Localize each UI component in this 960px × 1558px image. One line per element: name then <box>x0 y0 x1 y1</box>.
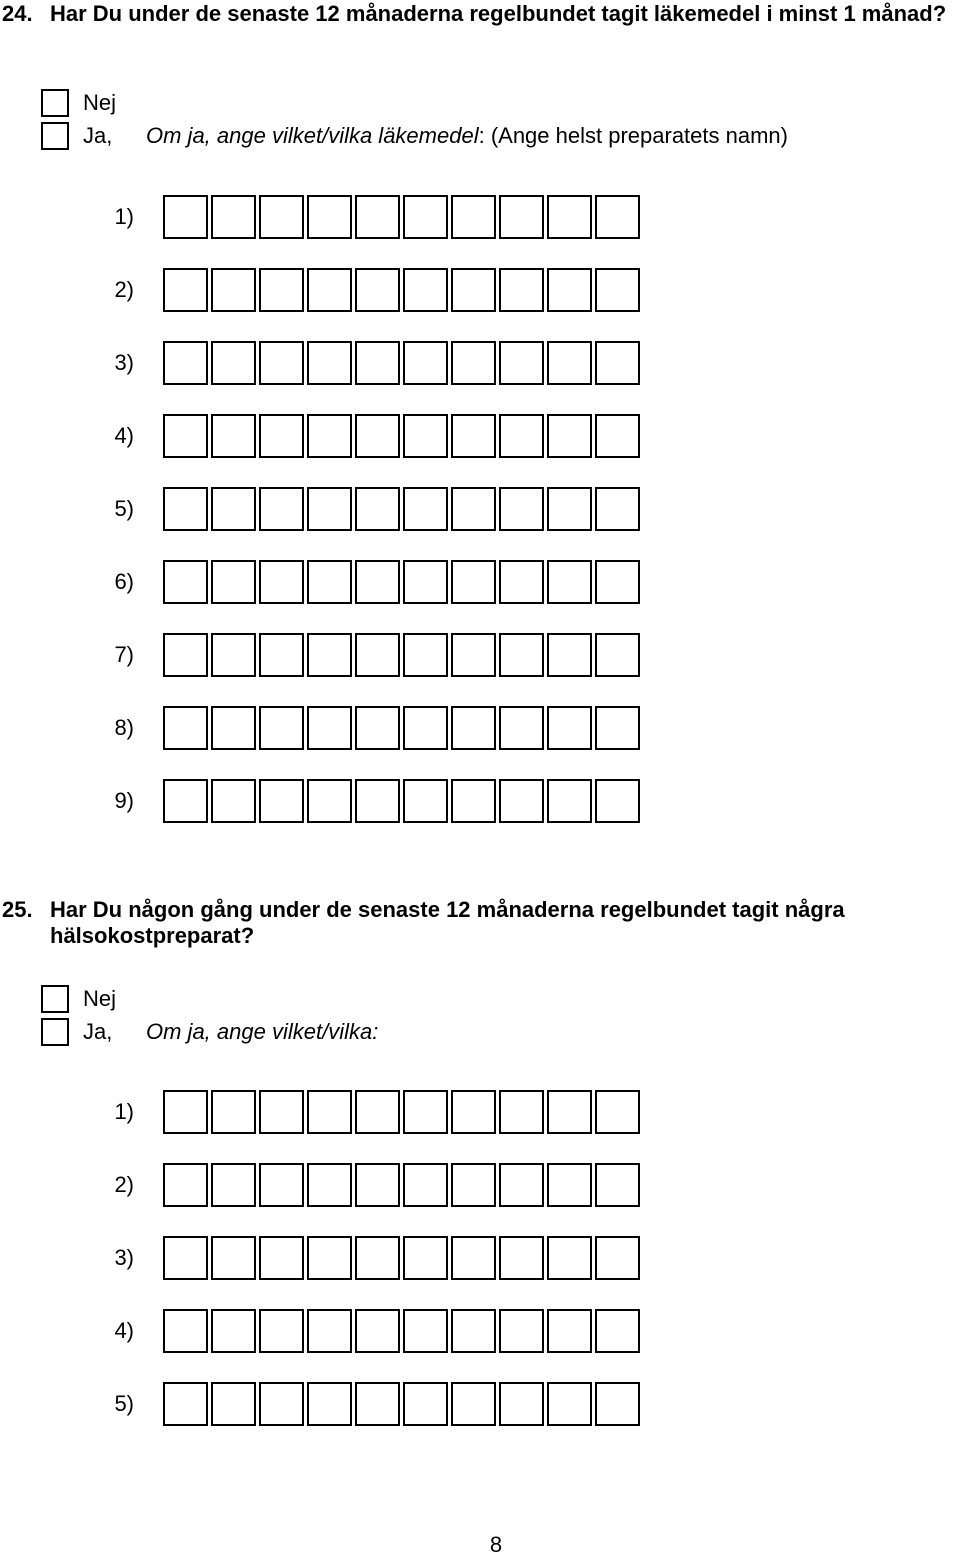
letter-box[interactable] <box>259 268 304 312</box>
letter-box[interactable] <box>451 560 496 604</box>
letter-box[interactable] <box>163 1236 208 1280</box>
letter-box[interactable] <box>211 633 256 677</box>
letter-box[interactable] <box>163 560 208 604</box>
letter-box[interactable] <box>259 487 304 531</box>
letter-box[interactable] <box>499 633 544 677</box>
letter-box[interactable] <box>547 487 592 531</box>
checkbox-yes[interactable] <box>41 1018 69 1046</box>
letter-box[interactable] <box>163 706 208 750</box>
letter-box[interactable] <box>355 1382 400 1426</box>
letter-boxes <box>163 414 640 458</box>
letter-box[interactable] <box>163 268 208 312</box>
letter-box[interactable] <box>307 195 352 239</box>
answer-row-label: 2) <box>114 1172 134 1197</box>
letter-boxes <box>163 633 640 677</box>
checkbox-no[interactable] <box>41 985 69 1013</box>
option-yes-label: Ja, <box>83 123 113 148</box>
letter-box[interactable] <box>355 341 400 385</box>
answer-row <box>0 194 640 240</box>
letter-box[interactable] <box>403 779 448 823</box>
letter-box[interactable] <box>403 341 448 385</box>
answer-row <box>0 486 640 532</box>
letter-box[interactable] <box>499 487 544 531</box>
question-25-heading <box>0 897 960 949</box>
letter-box[interactable] <box>259 1163 304 1207</box>
letter-box[interactable] <box>451 1382 496 1426</box>
letter-box[interactable] <box>595 341 640 385</box>
letter-box[interactable] <box>211 779 256 823</box>
question-24-number: 24. <box>2 1 33 26</box>
letter-box[interactable] <box>211 1090 256 1134</box>
letter-box[interactable] <box>499 706 544 750</box>
letter-box[interactable] <box>451 341 496 385</box>
letter-box[interactable] <box>307 633 352 677</box>
letter-box[interactable] <box>163 1382 208 1426</box>
answer-row-label: 2) <box>114 277 134 302</box>
letter-box[interactable] <box>499 1309 544 1353</box>
letter-box[interactable] <box>259 414 304 458</box>
letter-box[interactable] <box>259 1309 304 1353</box>
letter-box[interactable] <box>163 779 208 823</box>
letter-box[interactable] <box>259 633 304 677</box>
letter-box[interactable] <box>451 1090 496 1134</box>
letter-box[interactable] <box>211 706 256 750</box>
letter-box[interactable] <box>259 1090 304 1134</box>
letter-box[interactable] <box>355 487 400 531</box>
checkbox-yes[interactable] <box>41 122 69 150</box>
letter-box[interactable] <box>307 341 352 385</box>
letter-box[interactable] <box>595 1309 640 1353</box>
letter-box[interactable] <box>451 195 496 239</box>
answer-row-label: 1) <box>114 1099 134 1124</box>
letter-box[interactable] <box>259 779 304 823</box>
letter-box[interactable] <box>547 341 592 385</box>
answer-row <box>0 1308 640 1354</box>
letter-box[interactable] <box>403 1236 448 1280</box>
letter-box[interactable] <box>451 633 496 677</box>
question-24-text: Har Du under de senaste 12 månaderna regelbundet tagit läkemedel i minst 1 månad? <box>50 1 947 26</box>
answer-row <box>0 1089 640 1135</box>
letter-box[interactable] <box>211 487 256 531</box>
letter-box[interactable] <box>307 560 352 604</box>
letter-box[interactable] <box>499 341 544 385</box>
letter-box[interactable] <box>211 414 256 458</box>
question-25-text: Har Du någon gång under de senaste 12 månaderna regelbundet tagit några hälsokostpreparat? <box>50 897 845 948</box>
letter-box[interactable] <box>595 633 640 677</box>
letter-box[interactable] <box>163 414 208 458</box>
letter-box[interactable] <box>547 706 592 750</box>
letter-box[interactable] <box>355 1090 400 1134</box>
letter-box[interactable] <box>499 779 544 823</box>
letter-box[interactable] <box>547 779 592 823</box>
letter-box[interactable] <box>547 195 592 239</box>
answer-row <box>0 559 640 605</box>
letter-box[interactable] <box>595 1163 640 1207</box>
letter-box[interactable] <box>307 1382 352 1426</box>
letter-box[interactable] <box>403 1309 448 1353</box>
letter-boxes <box>163 1090 640 1134</box>
letter-box[interactable] <box>499 1163 544 1207</box>
letter-box[interactable] <box>499 1090 544 1134</box>
checkbox-no[interactable] <box>41 89 69 117</box>
letter-box[interactable] <box>211 268 256 312</box>
letter-box[interactable] <box>499 414 544 458</box>
letter-box[interactable] <box>259 1236 304 1280</box>
answer-row-label: 6) <box>114 569 134 594</box>
letter-box[interactable] <box>307 1163 352 1207</box>
letter-boxes <box>163 1309 640 1353</box>
option-yes-note <box>146 121 788 151</box>
letter-box[interactable] <box>355 1163 400 1207</box>
letter-box[interactable] <box>211 560 256 604</box>
question-25-option-yes[interactable] <box>41 1017 378 1047</box>
letter-boxes <box>163 1163 640 1207</box>
letter-boxes <box>163 487 640 531</box>
question-24-option-yes[interactable] <box>41 121 788 151</box>
answer-row-label: 5) <box>114 496 134 521</box>
letter-box[interactable] <box>499 268 544 312</box>
letter-box[interactable] <box>355 414 400 458</box>
letter-box[interactable] <box>499 1382 544 1426</box>
letter-box[interactable] <box>307 1236 352 1280</box>
letter-box[interactable] <box>211 341 256 385</box>
answer-row-label: 9) <box>114 788 134 813</box>
letter-box[interactable] <box>307 1309 352 1353</box>
question-24-option-no[interactable] <box>41 88 146 118</box>
letter-box[interactable] <box>163 1090 208 1134</box>
letter-boxes <box>163 341 640 385</box>
letter-box[interactable] <box>259 341 304 385</box>
letter-box[interactable] <box>355 560 400 604</box>
option-yes-note <box>146 1017 378 1047</box>
letter-box[interactable] <box>547 414 592 458</box>
letter-box[interactable] <box>403 195 448 239</box>
letter-box[interactable] <box>547 268 592 312</box>
letter-box[interactable] <box>451 1236 496 1280</box>
letter-box[interactable] <box>595 487 640 531</box>
letter-box[interactable] <box>307 268 352 312</box>
letter-box[interactable] <box>355 268 400 312</box>
letter-box[interactable] <box>451 487 496 531</box>
answer-row-label: 5) <box>114 1391 134 1416</box>
letter-box[interactable] <box>403 560 448 604</box>
letter-box[interactable] <box>163 487 208 531</box>
answer-row-label: 3) <box>114 1245 134 1270</box>
letter-box[interactable] <box>595 1236 640 1280</box>
letter-box[interactable] <box>259 706 304 750</box>
option-yes-label: Ja, <box>83 1019 113 1044</box>
letter-boxes <box>163 1236 640 1280</box>
option-yes-note-italic: Om ja, ange vilket/vilka läkemedel <box>146 123 479 148</box>
letter-boxes <box>163 195 640 239</box>
letter-box[interactable] <box>259 560 304 604</box>
answer-row <box>0 1235 640 1281</box>
letter-box[interactable] <box>403 1163 448 1207</box>
letter-box[interactable] <box>259 1382 304 1426</box>
letter-box[interactable] <box>547 1382 592 1426</box>
letter-box[interactable] <box>163 195 208 239</box>
letter-box[interactable] <box>163 1163 208 1207</box>
letter-boxes <box>163 268 640 312</box>
letter-box[interactable] <box>451 268 496 312</box>
letter-box[interactable] <box>547 633 592 677</box>
letter-boxes <box>163 1382 640 1426</box>
letter-box[interactable] <box>547 1163 592 1207</box>
letter-box[interactable] <box>307 1090 352 1134</box>
question-25-option-no[interactable] <box>41 984 146 1014</box>
letter-box[interactable] <box>211 1309 256 1353</box>
answer-row-label: 4) <box>114 1318 134 1343</box>
letter-box[interactable] <box>595 706 640 750</box>
letter-box[interactable] <box>595 779 640 823</box>
answer-row <box>0 632 640 678</box>
letter-box[interactable] <box>547 1236 592 1280</box>
answer-row-label: 1) <box>114 204 134 229</box>
letter-box[interactable] <box>547 1309 592 1353</box>
letter-box[interactable] <box>595 195 640 239</box>
letter-box[interactable] <box>355 1309 400 1353</box>
letter-box[interactable] <box>307 487 352 531</box>
page-number: 8 <box>489 1532 503 1557</box>
letter-box[interactable] <box>355 706 400 750</box>
letter-box[interactable] <box>403 1382 448 1426</box>
letter-box[interactable] <box>163 633 208 677</box>
letter-box[interactable] <box>355 779 400 823</box>
answer-row-label: 8) <box>114 715 134 740</box>
letter-box[interactable] <box>451 414 496 458</box>
option-no-label: Nej <box>83 986 117 1011</box>
letter-box[interactable] <box>403 1090 448 1134</box>
letter-box[interactable] <box>355 1236 400 1280</box>
letter-box[interactable] <box>595 560 640 604</box>
letter-box[interactable] <box>595 268 640 312</box>
option-no-label: Nej <box>83 90 117 115</box>
letter-box[interactable] <box>211 1382 256 1426</box>
letter-box[interactable] <box>451 779 496 823</box>
letter-box[interactable] <box>403 633 448 677</box>
option-yes-note-rest: : (Ange helst preparatets namn) <box>478 123 788 148</box>
letter-box[interactable] <box>355 633 400 677</box>
answer-row <box>0 778 640 824</box>
letter-box[interactable] <box>163 341 208 385</box>
letter-box[interactable] <box>403 414 448 458</box>
letter-box[interactable] <box>307 414 352 458</box>
option-yes-note-italic: Om ja, ange vilket/vilka: <box>146 1019 379 1044</box>
letter-box[interactable] <box>595 414 640 458</box>
letter-box[interactable] <box>547 560 592 604</box>
answer-row <box>0 267 640 313</box>
answer-row <box>0 705 640 751</box>
letter-box[interactable] <box>211 1236 256 1280</box>
letter-box[interactable] <box>595 1382 640 1426</box>
letter-boxes <box>163 560 640 604</box>
answer-row <box>0 1381 640 1427</box>
letter-box[interactable] <box>211 195 256 239</box>
letter-box[interactable] <box>403 268 448 312</box>
letter-box[interactable] <box>403 487 448 531</box>
answer-row <box>0 1162 640 1208</box>
letter-box[interactable] <box>451 1309 496 1353</box>
letter-boxes <box>163 779 640 823</box>
letter-box[interactable] <box>451 706 496 750</box>
letter-box[interactable] <box>163 1309 208 1353</box>
letter-box[interactable] <box>499 195 544 239</box>
letter-box[interactable] <box>211 1163 256 1207</box>
letter-box[interactable] <box>547 1090 592 1134</box>
answer-row <box>0 413 640 459</box>
letter-box[interactable] <box>595 1090 640 1134</box>
question-25-number: 25. <box>2 897 33 922</box>
answer-row <box>0 340 640 386</box>
answer-row-label: 3) <box>114 350 134 375</box>
answer-row-label: 4) <box>114 423 134 448</box>
letter-box[interactable] <box>403 706 448 750</box>
letter-box[interactable] <box>355 195 400 239</box>
answer-row-label: 7) <box>114 642 134 667</box>
letter-box[interactable] <box>499 1236 544 1280</box>
letter-boxes <box>163 706 640 750</box>
letter-box[interactable] <box>307 779 352 823</box>
question-24-heading <box>0 1 960 27</box>
letter-box[interactable] <box>259 195 304 239</box>
letter-box[interactable] <box>307 706 352 750</box>
letter-box[interactable] <box>499 560 544 604</box>
letter-box[interactable] <box>451 1163 496 1207</box>
